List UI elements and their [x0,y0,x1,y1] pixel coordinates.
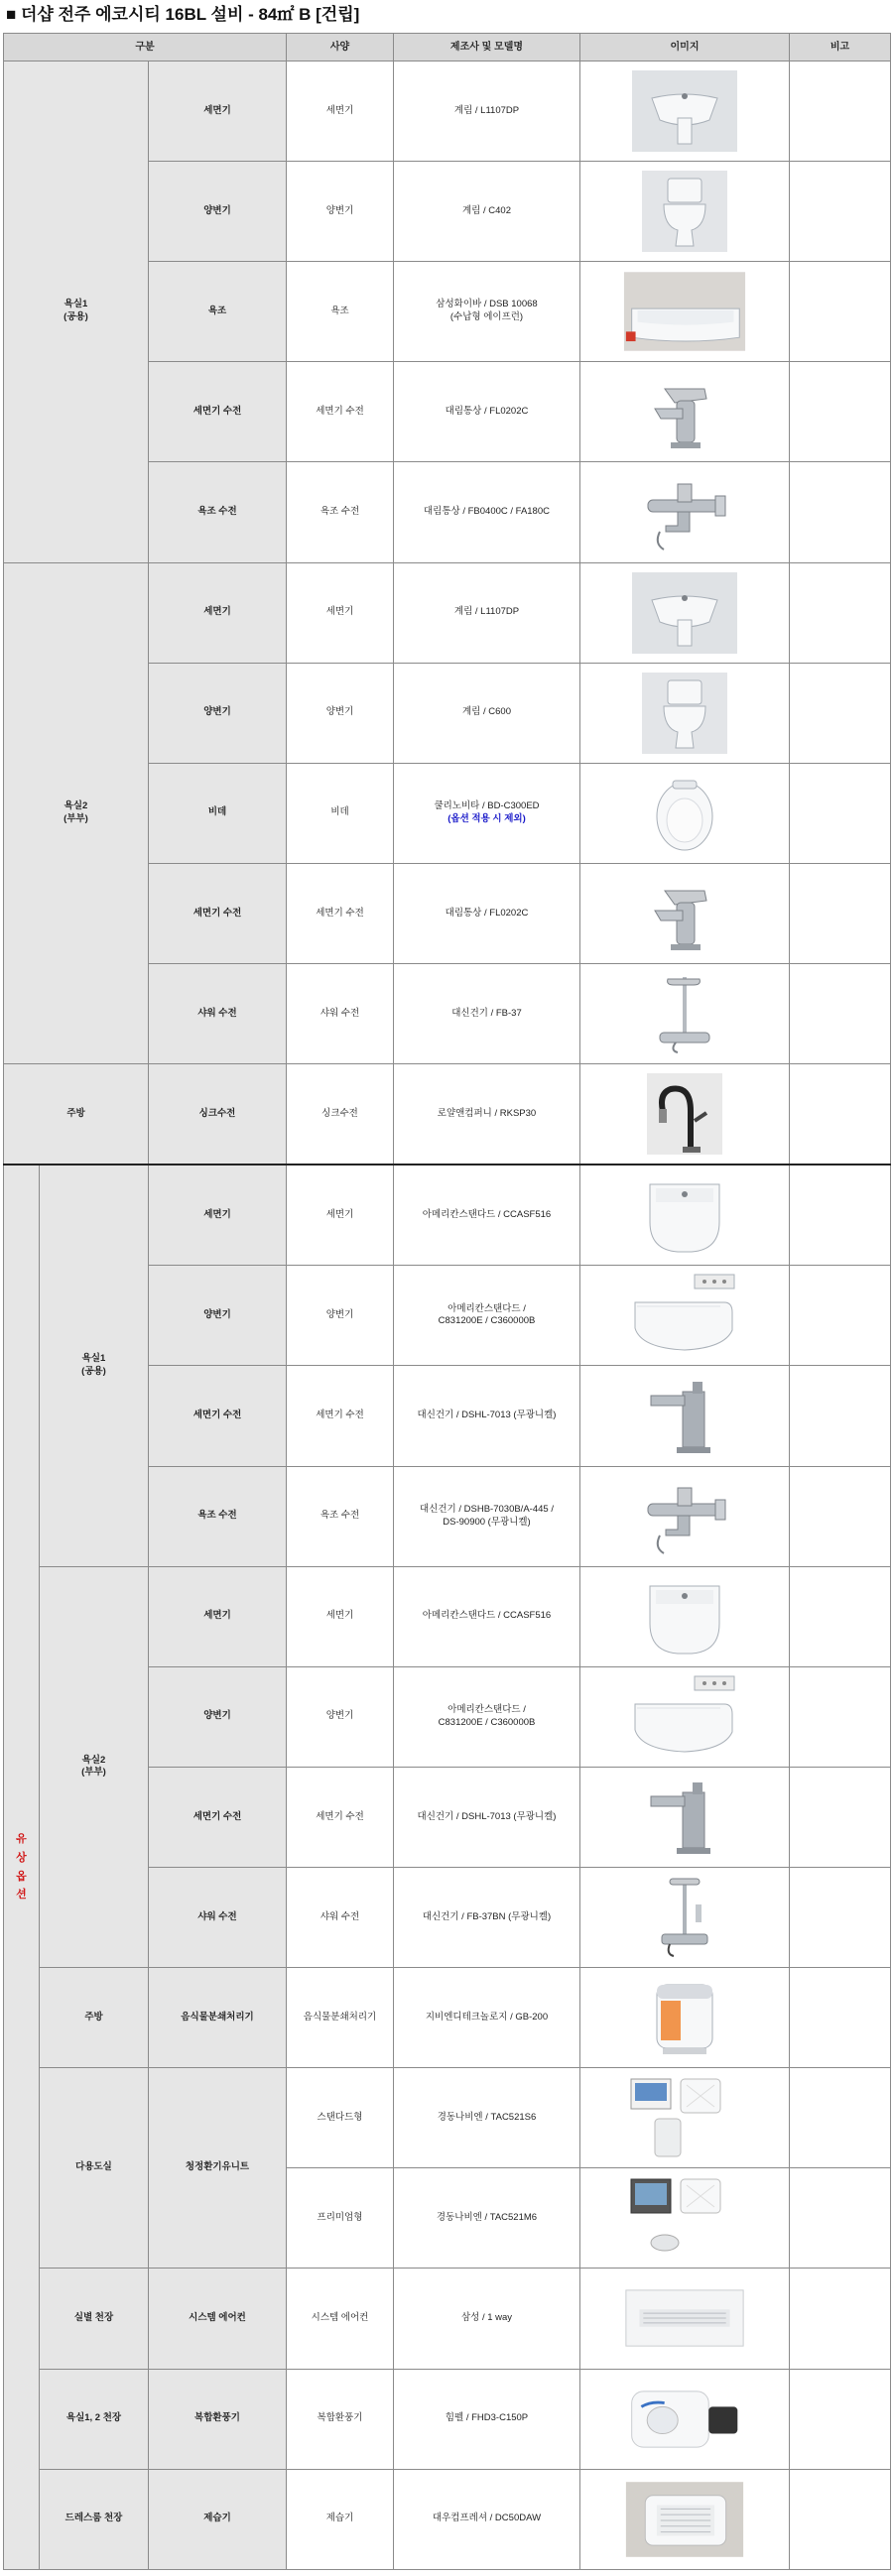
remark-cell [790,863,891,963]
maker-model-cell: 지비엔디테크놀로지 / GB-200 [394,1968,580,2068]
food-disposer-icon [622,1975,747,2060]
maker-model-cell: 대신건기 / DSHL-7013 (무광니켈) [394,1366,580,1466]
remark-cell [790,1165,891,1266]
wall-basin-icon [622,570,747,656]
item-name: 욕조 수전 [149,462,287,562]
spec-cell: 제습기 [287,2469,394,2569]
table-row [4,61,891,162]
item-name: 세면기 [149,562,287,663]
maker-model-cell: 쿨리노비타 / BD-C300ED (옵션 적용 시 제외) [394,763,580,863]
product-image-cell [580,763,790,863]
maker-model-cell: 아메리칸스탠다드 / C831200E / C360000B [394,1266,580,1366]
remark-cell [790,763,891,863]
product-image-cell [580,1165,790,1266]
product-image-cell [580,162,790,262]
remark-cell [790,2269,891,2369]
maker-model-cell: 경동나비엔 / TAC521S6 [394,2068,580,2168]
spec-cell: 프리미엄형 [287,2168,394,2269]
table-row [4,2369,891,2469]
item-name: 세면기 수전 [149,362,287,462]
remark-cell [790,1266,891,1366]
item-name: 제습기 [149,2469,287,2569]
spec-cell: 세면기 [287,1566,394,1666]
spec-cell: 세면기 [287,61,394,162]
product-image-cell [580,863,790,963]
maker-model-cell: 대림통상 / FL0202C [394,863,580,963]
maker-model-cell: 계림 / L1107DP [394,562,580,663]
item-name: 욕조 수전 [149,1466,287,1566]
product-image-cell [580,1566,790,1666]
remark-cell [790,1868,891,1968]
item-name: 세면기 수전 [149,1767,287,1867]
spec-cell: 양변기 [287,162,394,262]
remark-cell [790,1064,891,1165]
item-name: 청정환기유니트 [149,2068,287,2269]
item-name: 싱크수전 [149,1064,287,1165]
dehumidifier-icon [622,2477,747,2562]
group-kitchen: 주방 [4,1064,149,1165]
square-basin-icon [622,1172,747,1258]
paid-option-label: 유 상 옵 션 [4,1165,40,2569]
maker-model-cell: 대신건기 / FB-37 [394,964,580,1064]
product-image-cell [580,2168,790,2269]
spec-cell: 음식물분쇄처리기 [287,1968,394,2068]
remark-cell [790,1566,891,1666]
spec-cell: 세면기 수전 [287,1366,394,1466]
product-image-cell [580,262,790,362]
maker-model-cell: 아메리칸스탠다드 / CCASF516 [394,1566,580,1666]
square-faucet-icon [622,1374,747,1459]
bath-faucet-icon [622,470,747,555]
maker-model-cell: 계림 / C402 [394,162,580,262]
product-image-cell [580,1366,790,1466]
product-image-cell [580,1767,790,1867]
product-image-cell [580,1064,790,1165]
remark-cell [790,1767,891,1867]
basin-faucet-icon [622,871,747,956]
ventilation-standard-icon [622,2075,747,2160]
sink-faucet-icon [622,1071,747,1157]
group-bath2: 욕실2 (부부) [4,562,149,1064]
group-option-bath2: 욕실2 (부부) [40,1566,149,1967]
remark-cell [790,362,891,462]
remark-cell [790,2469,891,2569]
item-name: 세면기 [149,1165,287,1266]
item-name: 복합환풍기 [149,2369,287,2469]
table-header-row [4,34,891,61]
remark-cell [790,2168,891,2269]
group-option-bath1: 욕실1 (공용) [40,1165,149,1566]
spec-cell: 욕조 [287,262,394,362]
remark-cell [790,2369,891,2469]
remark-cell [790,462,891,562]
bathtub-icon [622,269,747,354]
item-name: 양변기 [149,1266,287,1366]
spec-cell: 세면기 수전 [287,1767,394,1867]
toilet-icon [622,169,747,254]
basin-faucet-icon [622,369,747,454]
group-option-ceiling: 실별 천장 [40,2269,149,2369]
header-remark: 비고 [790,34,891,61]
header-image: 이미지 [580,34,790,61]
spec-cell: 욕조 수전 [287,462,394,562]
maker-model-cell: 대신건기 / DSHB-7030B/A-445 / DS-90900 (무광니켈) [394,1466,580,1566]
page-title: ■ 더샵 전주 에코시티 16BL 설비 - 84㎡ B [건립] [6,5,360,24]
equipment-spec-table [3,33,891,2570]
remark-cell [790,2068,891,2168]
bidet-icon [622,771,747,856]
spec-cell: 양변기 [287,1666,394,1767]
group-option-dressroom-ceiling: 드레스룸 천장 [40,2469,149,2569]
shower-faucet-icon [622,971,747,1056]
remark-cell [790,61,891,162]
spec-cell: 싱크수전 [287,1064,394,1165]
smart-toilet-icon [622,1273,747,1358]
table-row [4,1566,891,1666]
maker-model-cell: 계림 / C600 [394,663,580,763]
ventilation-premium-icon [622,2175,747,2261]
remark-cell [790,1466,891,1566]
table-row [4,1064,891,1165]
maker-model-cell: 대신건기 / DSHL-7013 (무광니켈) [394,1767,580,1867]
table-row [4,562,891,663]
wall-basin-icon [622,68,747,154]
maker-model-cell: 힘펠 / FHD3-C150P [394,2369,580,2469]
maker-model-cell: 삼성 / 1 way [394,2269,580,2369]
product-image-cell [580,2469,790,2569]
maker-model-cell: 아메리칸스탠다드 / C831200E / C360000B [394,1666,580,1767]
spec-cell: 비데 [287,763,394,863]
remark-cell [790,1968,891,2068]
spec-cell: 양변기 [287,1266,394,1366]
maker-model-cell: 대신건기 / FB-37BN (무광니켈) [394,1868,580,1968]
product-image-cell [580,2068,790,2168]
product-image-cell [580,964,790,1064]
item-name: 세면기 수전 [149,863,287,963]
remark-cell [790,663,891,763]
item-name: 샤워 수전 [149,964,287,1064]
table-row [4,2469,891,2569]
maker-model-cell: 대우컴프레셔 / DC50DAW [394,2469,580,2569]
group-option-utility: 다용도실 [40,2068,149,2269]
square-basin-icon [622,1574,747,1659]
product-image-cell [580,61,790,162]
remark-cell [790,162,891,262]
spec-cell: 세면기 [287,562,394,663]
spec-cell: 복합환풍기 [287,2369,394,2469]
header-category: 구분 [4,34,287,61]
item-name: 음식물분쇄처리기 [149,1968,287,2068]
item-name: 세면기 [149,61,287,162]
header-maker: 제조사 및 모델명 [394,34,580,61]
product-image-cell [580,462,790,562]
product-image-cell [580,1666,790,1767]
toilet-icon [622,671,747,756]
item-name: 시스템 에어컨 [149,2269,287,2369]
table-row [4,2068,891,2168]
bath-faucet-icon [622,1474,747,1559]
spec-cell: 양변기 [287,663,394,763]
item-name: 양변기 [149,663,287,763]
maker-model-cell: 대림통상 / FB0400C / FA180C [394,462,580,562]
product-image-cell [580,1868,790,1968]
bath-fan-icon [622,2377,747,2462]
item-name: 양변기 [149,1666,287,1767]
remark-cell [790,262,891,362]
group-option-bath-ceiling: 욕실1, 2 천장 [40,2369,149,2469]
shower-column-icon [622,1875,747,1960]
table-row [4,1165,891,1266]
item-name: 세면기 [149,1566,287,1666]
group-bath1: 욕실1 (공용) [4,61,149,563]
maker-model-cell: 계림 / L1107DP [394,61,580,162]
maker-model-cell: 삼성화이바 / DSB 10068 (수납형 에이프런) [394,262,580,362]
spec-cell: 세면기 [287,1165,394,1266]
remark-cell [790,1666,891,1767]
product-image-cell [580,663,790,763]
product-image-cell [580,2369,790,2469]
maker-model-cell: 로얄앤컴퍼니 / RKSP30 [394,1064,580,1165]
group-option-kitchen: 주방 [40,1968,149,2068]
product-image-cell [580,1466,790,1566]
item-name: 세면기 수전 [149,1366,287,1466]
maker-model-cell: 대림통상 / FL0202C [394,362,580,462]
item-name: 욕조 [149,262,287,362]
spec-cell: 세면기 수전 [287,362,394,462]
product-image-cell [580,362,790,462]
item-name: 샤워 수전 [149,1868,287,1968]
option-exclusion-note: (옵션 적용 시 제외) [447,812,526,824]
remark-cell [790,562,891,663]
spec-cell: 욕조 수전 [287,1466,394,1566]
ceiling-aircon-icon [622,2275,747,2361]
smart-toilet-icon [622,1674,747,1760]
product-image-cell [580,1968,790,2068]
spec-cell: 세면기 수전 [287,863,394,963]
product-image-cell [580,2269,790,2369]
remark-cell [790,1366,891,1466]
spec-cell: 샤워 수전 [287,964,394,1064]
table-row [4,2269,891,2369]
item-name: 비데 [149,763,287,863]
spec-cell: 시스템 에어컨 [287,2269,394,2369]
square-faucet-icon [622,1775,747,1860]
product-image-cell [580,1266,790,1366]
table-row [4,1968,891,2068]
item-name: 양변기 [149,162,287,262]
spec-cell: 스탠다드형 [287,2068,394,2168]
spec-cell: 샤워 수전 [287,1868,394,1968]
header-spec: 사양 [287,34,394,61]
remark-cell [790,964,891,1064]
product-image-cell [580,562,790,663]
maker-model-cell: 경동나비엔 / TAC521M6 [394,2168,580,2269]
maker-model-cell: 아메리칸스탠다드 / CCASF516 [394,1165,580,1266]
